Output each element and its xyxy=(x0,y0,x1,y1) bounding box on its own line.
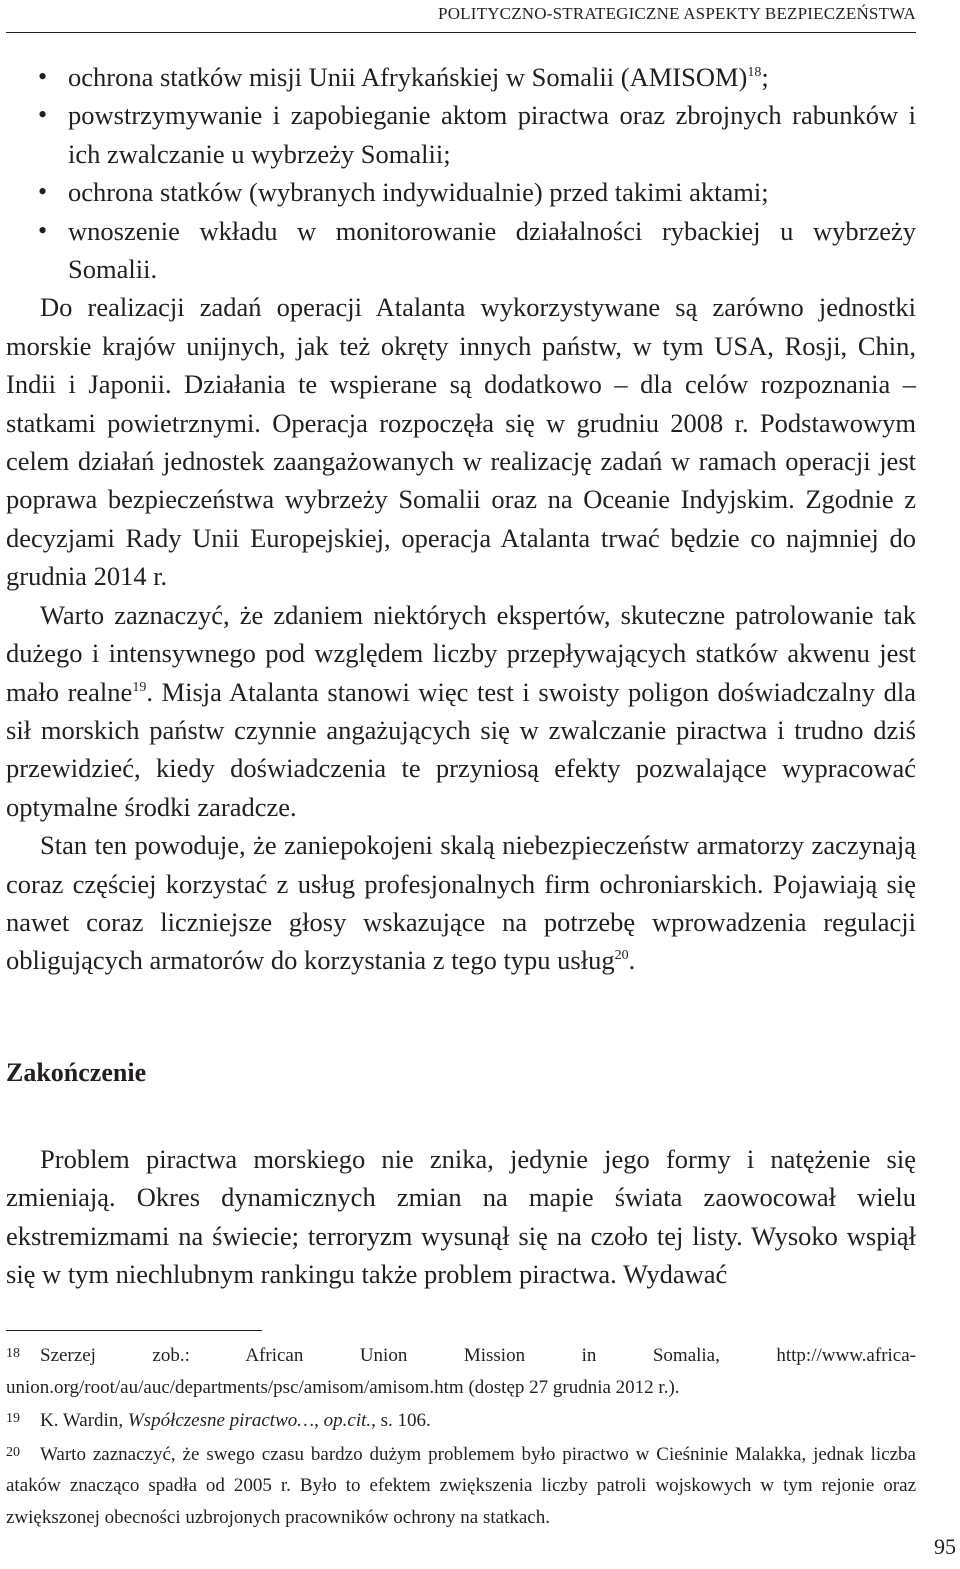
footnotes xyxy=(6,1338,916,1534)
list-item: • ochrona statków (wybranych indywidualnie) przed takimi aktami; xyxy=(6,173,916,211)
footnote-19: 19 K. Wardin, Współczesne piractwo…, op.cit., s. 106. xyxy=(6,1410,431,1432)
running-header: POLITYCZNO-STRATEGICZNE ASPEKTY BEZPIECZEŃSTWA xyxy=(438,4,916,23)
footnote-ref-19[interactable]: 19 xyxy=(132,679,147,695)
section-heading: Zakończenie xyxy=(6,1057,147,1087)
paragraph-atalanta: Do realizacji zadań operacji Atalanta wykorzystywane są zarówno jednostki morskie krajów unijnych, jak też okręty innych państw, w tym USA, Rosji, Chin, Indii i Japonii. Działania te wspierane są dodatkowo – dla celów rozpoznania – statkami powietrznymi. Operacja rozpoczęła się w grudniu 2008 r. Podstawowym celem działań jednostek zaangażowanych w realizację zadań w ramach operacji jest poprawa bezpieczeństwa wybrzeży Somalii oraz na Oceanie Indyjskim. Zgodnie z decyzjami Rady Unii Europejskiej, operacja Atalanta trwać będzie co najmniej do grudnia 2014 r. xyxy=(6,292,916,592)
page-number: 95 xyxy=(934,1534,956,1559)
main-text xyxy=(6,58,916,1293)
footnote-ref-18[interactable]: 18 xyxy=(747,65,762,81)
list-item: • wnoszenie wkładu w monitorowanie działalności rybackiej u wybrzeży Somalii. xyxy=(6,212,916,289)
bullet-list xyxy=(6,58,916,288)
paragraph-conclusion: Problem piractwa morskiego nie znika, jedynie jego formy i natężenie się zmieniają. Okres dynamicznych zmian na mapie świata zaowocował wielu ekstremizmami na świecie; terroryzm wysunął się na czoło tej listy. Wysoko wspiął się w tym niechlubnym rankingu także problem piractwa. Wydawać xyxy=(6,1143,916,1289)
footnote-18: 18 Szerzej zob.: African Union Mission in Somalia, http://www.africa-union.org/root/au/auc/departments/psc/amisom/amisom.htm (dostęp 27 grudnia 2012 r.). xyxy=(6,1345,916,1398)
footnote-20: 20 Warto zaznaczyć, że swego czasu bardzo dużym problemem było piractwo w Cieśninie Malakka, jednak liczba ataków znacząco spadła od 2005 r. Było to efektem zwiększenia liczby patroli wojskowych w tym rejonie oraz zwiększonej obecności uzbrojonych pracowników ochrony na statkach. xyxy=(6,1443,916,1528)
footnote-ref-20[interactable]: 20 xyxy=(614,948,629,964)
paragraph-shipowners: Stan ten powoduje, że zaniepokojeni skalą niebezpieczeństw armatorzy zaczynają coraz częściej korzystać z usług profesjonalnych firm ochroniarskich. Pojawiają się nawet coraz liczniejsze głosy wskazujące na potrzebę wprowadzenia regulacji obligujących armatorów do korzystania z tego typu usług$^{20}$. xyxy=(6,830,916,976)
list-item: • ochrona statków misji Unii Afrykańskiej w Somalii (AMISOM)$^{18}$; xyxy=(6,58,916,96)
header-rule xyxy=(6,32,916,33)
list-item: • powstrzymywanie i zapobieganie aktom piractwa oraz zbrojnych rabunków i ich zwalczanie u wybrzeży Somalii; xyxy=(6,96,916,173)
footnote-rule xyxy=(6,1330,262,1331)
paragraph-experts: Warto zaznaczyć, że zdaniem niektórych ekspertów, skuteczne patrolowanie tak dużego i intensywnego pod względem liczby przepływających statków akwenu jest mało realne$^{19}$. Misja Atalanta stanowi więc test i swoisty poligon doświadczalny dla sił morskich państw czynnie angażujących się w zwalczanie piractwa i trudno dziś przewidzieć, kiedy doświadczenia te przyniosą efekty pozwalające wypracować optymalne środki zaradcze. xyxy=(6,599,916,822)
